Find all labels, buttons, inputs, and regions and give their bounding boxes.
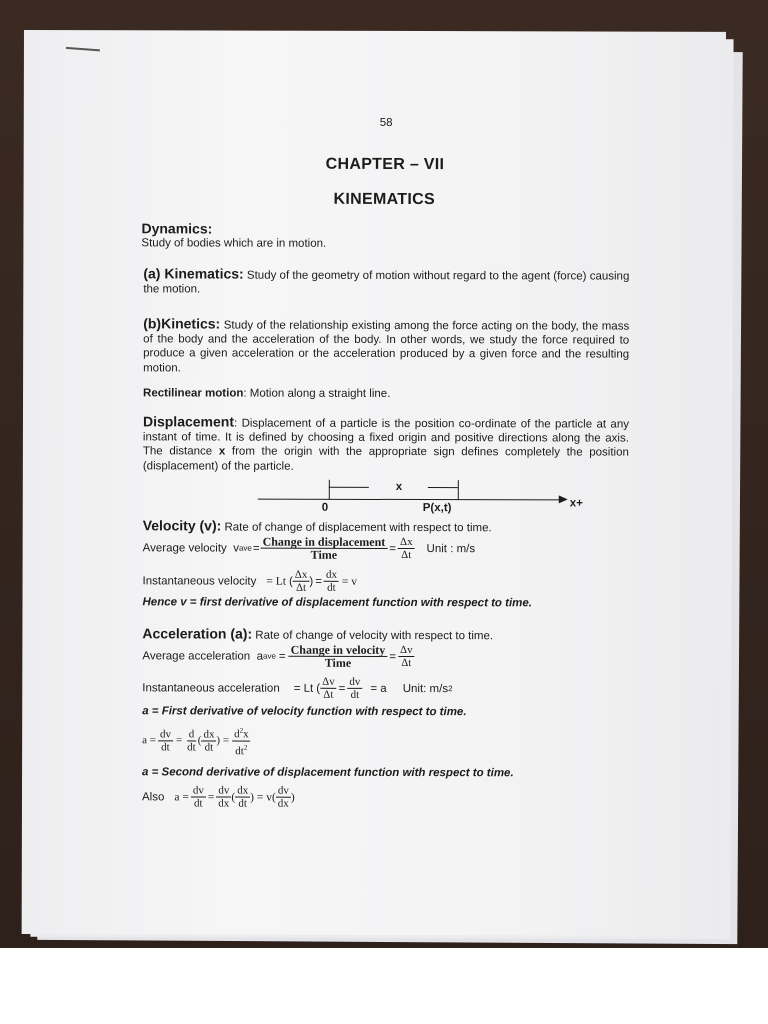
axis-label: x+ bbox=[569, 497, 583, 510]
fraction-numerator: dx bbox=[324, 569, 339, 582]
acceleration-unit: Unit: m/s bbox=[402, 682, 449, 695]
average-acceleration-label: Average acceleration bbox=[142, 649, 251, 663]
fraction-denominator: Time bbox=[310, 547, 338, 562]
displacement-text: : Displacement of a particle is the position co-ordinate of the particle at any instant of time. It is defined by choosing a fixed origin and positive directions along the axis. The distance bbox=[142, 417, 629, 458]
first-derivative-note: a = First derivative of velocity function with respect to time. bbox=[142, 705, 467, 719]
velocity-word-fraction bbox=[261, 536, 388, 561]
fraction-denominator: Time bbox=[324, 655, 352, 670]
velocity-definition: Rate of change of displacement with respect to time. bbox=[221, 521, 492, 535]
velocity-heading: Velocity (v): bbox=[142, 517, 222, 534]
point-tick bbox=[458, 480, 459, 500]
fraction-denominator: dt bbox=[350, 688, 360, 701]
rectilinear-text: : Motion along a straight line. bbox=[243, 387, 391, 400]
limit-symbol: = Lt bbox=[266, 575, 286, 588]
chapter-heading: CHAPTER – VII bbox=[325, 155, 445, 174]
dv-dx-fraction: $\frac{dv}{dx}$ bbox=[218, 784, 230, 810]
velocity-conclusion: Hence v = first derivative of displacement function with respect to time. bbox=[142, 596, 533, 610]
fraction-numerator: Δv bbox=[320, 676, 337, 689]
fraction-denominator: Δt bbox=[323, 688, 334, 701]
distance-line bbox=[329, 487, 369, 488]
unit-exponent: 2 bbox=[448, 684, 453, 694]
derivative-fraction bbox=[324, 569, 339, 594]
dv-dt-fraction: $\frac{dv}{dt}$ bbox=[158, 728, 173, 753]
rectilinear-line bbox=[143, 387, 390, 400]
document-page bbox=[22, 30, 726, 936]
instantaneous-velocity-label: Instantaneous velocity bbox=[142, 574, 257, 588]
dv-dx-fraction: $\frac{dv}{dx}$ bbox=[277, 784, 289, 810]
axis-arrow bbox=[559, 495, 568, 503]
velocity-result: = v bbox=[341, 575, 358, 588]
page-number: 58 bbox=[379, 116, 393, 129]
axis-line bbox=[258, 499, 563, 501]
d2x-dt2-fraction: $\frac{d^2x}{dt^2}$ bbox=[232, 725, 251, 757]
fraction-denominator: Δt bbox=[401, 548, 412, 562]
fraction-denominator: dt bbox=[327, 581, 336, 594]
kinetics-paragraph bbox=[143, 316, 629, 376]
velocity-line bbox=[143, 517, 492, 534]
fraction-numerator: Δx bbox=[398, 536, 415, 549]
fraction-numerator: dv bbox=[347, 676, 362, 689]
limit-symbol: = Lt bbox=[293, 682, 314, 695]
second-derivative-note: a = Second derivative of displacement function with respect to time. bbox=[142, 766, 514, 780]
displacement-paragraph bbox=[143, 414, 629, 474]
acceleration-line bbox=[142, 625, 493, 642]
acceleration-result: = a bbox=[370, 682, 387, 695]
dynamics-heading: Dynamics: bbox=[141, 220, 213, 237]
origin-label: 0 bbox=[321, 501, 329, 514]
average-velocity-label: Average velocity bbox=[142, 541, 227, 555]
rectilinear-heading: Rectilinear motion bbox=[143, 387, 244, 400]
fraction-denominator: Δt bbox=[401, 656, 412, 670]
dx-dt-fraction: $\frac{dx}{dt}$ bbox=[235, 785, 250, 810]
acceleration-heading: Acceleration (a): bbox=[142, 625, 253, 642]
displacement-x: x bbox=[218, 445, 226, 458]
average-acceleration-formula: Average acceleration a ave = $\frac{\text{Change in velocity}}{\text{Time}}$ = $\frac{\Delta v}{\Delta t}$ bbox=[142, 642, 413, 670]
displacement-text: from the origin with the appropriate sign defines completely the position (displacement) of the particle. bbox=[142, 445, 629, 473]
fraction-numerator: Change in displacement bbox=[262, 534, 386, 549]
kinematics-paragraph bbox=[143, 266, 629, 298]
velocity-delta-fraction bbox=[398, 536, 415, 561]
acceleration-symbol: a bbox=[256, 650, 264, 663]
dynamics-text: Study of bodies which are in motion. bbox=[141, 237, 327, 250]
fraction-numerator: Δx bbox=[293, 569, 310, 582]
fraction-numerator: Δv bbox=[398, 644, 415, 657]
distance-line bbox=[428, 487, 458, 488]
chapter-title: KINEMATICS bbox=[333, 190, 435, 209]
fraction-denominator: Δt bbox=[295, 581, 307, 594]
second-derivative-formula: a = $\frac{dv}{dt}$ = $\frac{d}{dt}$ ( $\frac{dx}{dt}$ ) = $\frac{d^2x}{dt^2}$ bbox=[142, 724, 251, 757]
distance-label: x bbox=[395, 480, 403, 493]
acceleration-delta-fraction bbox=[398, 644, 415, 669]
dx-dt-fraction: $\frac{dx}{dt}$ bbox=[201, 728, 216, 753]
dv-dt-fraction: $\frac{dv}{dt}$ bbox=[191, 784, 206, 809]
instantaneous-acceleration-label: Instantaneous acceleration bbox=[142, 681, 280, 695]
delta-fraction bbox=[293, 569, 310, 594]
fraction-numerator: Change in velocity bbox=[290, 642, 386, 657]
kinetics-heading: (b)Kinetics: bbox=[143, 315, 221, 332]
derivative-fraction bbox=[347, 676, 362, 701]
kinematics-text: Study of the geometry of motion without regard to the agent (force) causing the motion. bbox=[143, 269, 630, 296]
velocity-subscript: ave bbox=[238, 543, 252, 553]
velocity-symbol: v bbox=[233, 542, 239, 555]
velocity-unit: Unit : m/s bbox=[426, 542, 476, 555]
average-velocity-formula: Average velocity v ave = $\frac{\text{Change in displacement}}{\text{Time}}$ = $\frac{\Delta x}{\Delta t}$ Unit : m/s bbox=[142, 534, 476, 562]
kinetics-text: Study of the relationship existing among the force acting on the body, the mass of the body and the acceleration of the body. In other words, we study the force required to produce a given acceleration or the acceleration produced by a given force and the resulting motion. bbox=[143, 319, 630, 375]
instantaneous-velocity-formula: Instantaneous velocity = Lt ( $\frac{\Delta x}{\Delta t}$ ) = $\frac{dx}{dt}$ = v bbox=[142, 568, 358, 594]
kinematics-heading: (a) Kinematics: bbox=[143, 265, 244, 282]
d-dt-fraction: $\frac{d}{dt}$ bbox=[187, 728, 196, 754]
acceleration-definition: Rate of change of velocity with respect to time. bbox=[252, 629, 494, 643]
instantaneous-acceleration-formula: Instantaneous acceleration = Lt ( $\frac{\Delta v}{\Delta t}$ = $\frac{dv}{dt}$ = a Unit: m/s 2 bbox=[142, 675, 453, 701]
origin-tick bbox=[329, 480, 330, 500]
acceleration-subscript: ave bbox=[262, 651, 276, 661]
chain-rule-formula: Also a = $\frac{dv}{dt}$ = $\frac{dv}{dx}$ ( $\frac{dx}{dt}$ ) = v( $\frac{dv}{dx}$ ) bbox=[141, 784, 295, 810]
point-label: P(x,t) bbox=[422, 502, 452, 515]
pen-mark bbox=[66, 47, 100, 51]
delta-fraction bbox=[320, 676, 337, 701]
also-label: Also bbox=[141, 790, 165, 803]
displacement-heading: Displacement bbox=[142, 413, 235, 430]
acceleration-word-fraction bbox=[289, 644, 388, 669]
